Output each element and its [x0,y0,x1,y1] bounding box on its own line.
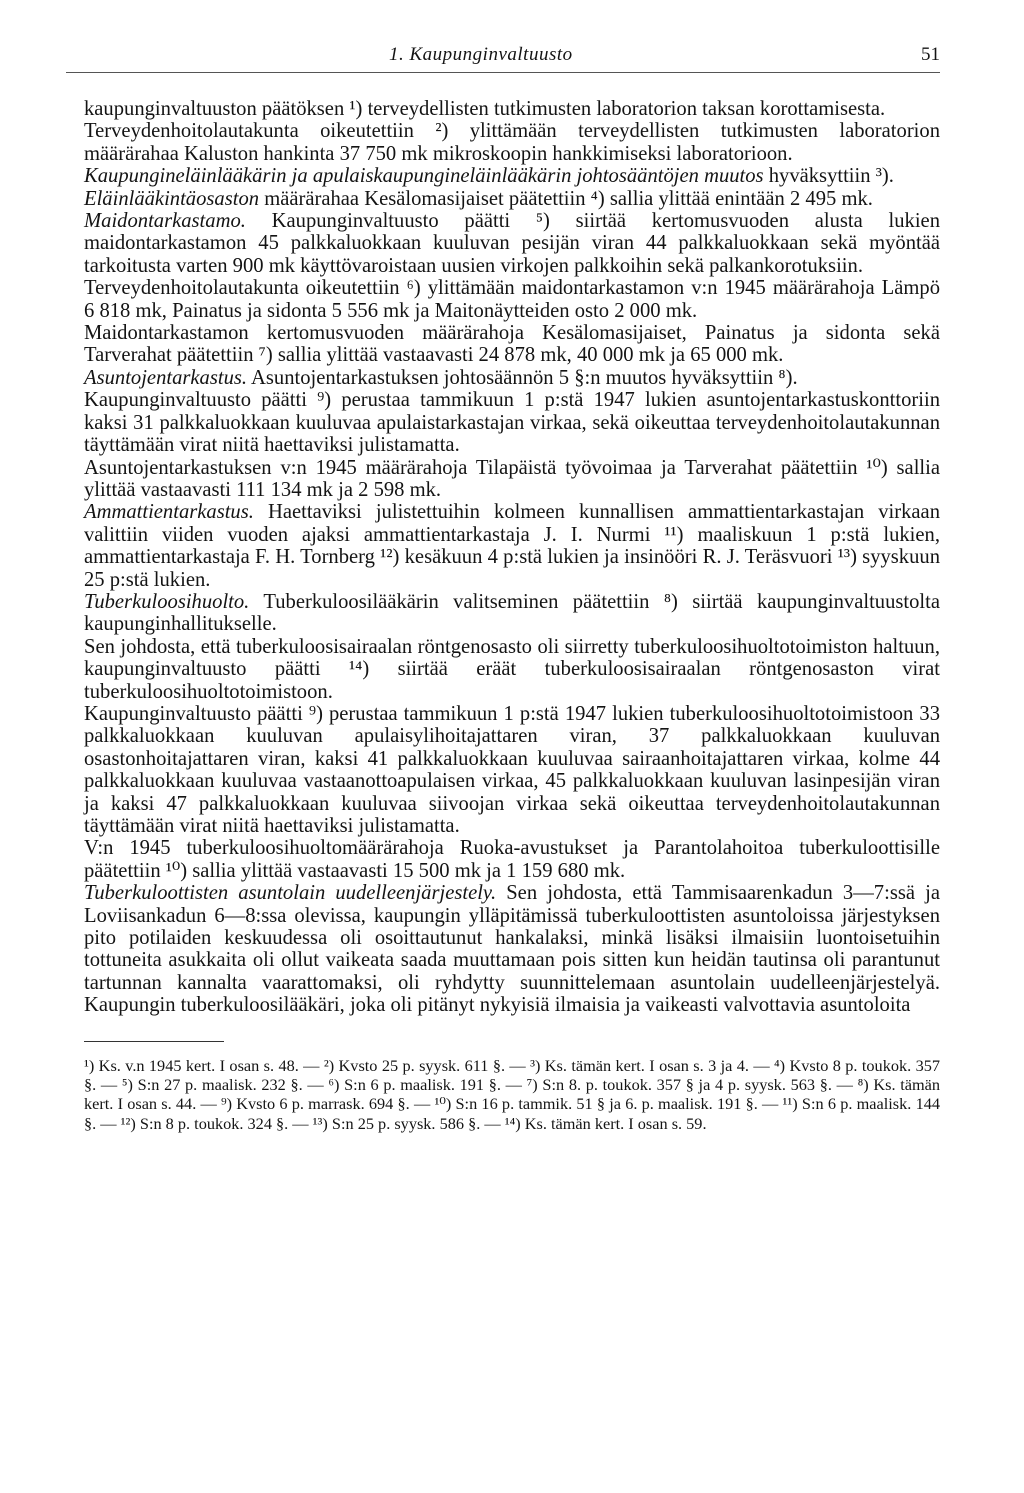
paragraph [84,210,940,277]
page-number: 51 [921,44,940,65]
paragraph [84,882,940,1016]
paragraph [84,591,940,636]
paragraph-text: Kaupunginvaltuusto päätti ⁵) siirtää kertomusvuoden alusta lukien maidontarkastamon 45 palkkaluokkaan kuuluvan pesijän viran 44 palkkaluokkaan sekä myöntää tarkoitusta varten 900 mk käyttövaroistaan uusien virkojen palkkoihin sekä palkankorotuksiin. [84,210,940,277]
footnote-rule [84,1041,224,1042]
paragraph-text: Maidontarkastamon kertomusvuoden määrärahoja Kesälomasijaiset, Painatus ja sidonta sekä Tarverahat päätettiin ⁷) sallia ylittää vastaavasti 24 878 mk, 40 000 mk ja 65 000 mk. [84,322,940,367]
paragraph-text: Kaupunginvaltuusto päätti ⁹) perustaa tammikuun 1 p:stä 1947 lukien asuntojentarkastuskonttoriin kaksi 31 palkkaluokkaan kuuluvaa apulaistarkastajan virkaa, sekä oikeuttaa terveydenhoitolautakunnan täyttämään virat niitä haettaviksi julistamatta. [84,389,940,457]
paragraph-text: Kaupunginvaltuusto päätti ⁹) perustaa tammikuun 1 p:stä 1947 lukien tuberkuloosihuoltotoimistoon 33 palkkaluokkaan kuuluvan apulaisylihoitajattaren viran, 37 palkkaluokkaan kuuluvan osastonhoitajattaren viran, kaksi 41 palkkaluokkaan kuuluvaa sairaanhoitajattaren virkaa, kolme 44 palkkaluokkaan kuuluvaa vastaanottoapulaisen virkaa, 45 palkkaluokkaan kuuluvan lasinpesijän viran ja kaksi 47 palkkaluokkaan kuuluvaa siivoojan virkaa sekä oikeuttaa terveydenhoitolautakunnan täyttämään virat niitä haettaviksi julistamatta. [84,702,940,837]
paragraph [84,98,940,120]
paragraph-text: Sen johdosta, että Tammisaarenkadun 3—7:ssä ja Loviisankadun 6—8:ssa olevissa, kaupungin ylläpitämissä tuberkuloottisten asuntoloissa järjestyksen pito potilaiden keskuudessa oli osoittautunut hankalaksi, minkä lisäksi ilmaisiin luontoisetuihin tottuneita asukkaita oli ollut vaikeata saada muuttamaan pois sitten kun heidän tautinsa oli parantunut tartunnan kannalta vaarattomaksi, oli ryhdytty suunnittelemaan asuntolain uudelleenjärjestelyä. Kaupungin tuberkuloosilääkäri, joka oli pitänyt nykyisiä ilmaisia ja vaikeasti valvottavia asuntoloita [84,882,940,1017]
paragraph [84,165,940,187]
paragraph-text: hyväksyttiin ³). [763,165,894,188]
paragraph-text: Terveydenhoitolautakunta oikeutettiin ⁶) ylittämään maidontarkastamon v:n 1945 määrärahoja Lämpö 6 818 mk, Painatus ja sidonta 5 556 mk ja Maitonäytteiden osto 2 000 mk. [84,277,940,322]
paragraph-text: V:n 1945 tuberkuloosihuoltomäärärahoja Ruoka-avustukset ja Parantolahoitoa tuberkuloottisille päätettiin ¹⁰) sallia ylittää vastaavasti 15 500 mk ja 1 159 680 mk. [84,837,940,882]
paragraph [84,367,940,389]
paragraph [84,322,940,367]
paragraph [84,457,940,502]
paragraph-lead: Tuberkuloottisten asuntolain uudelleenjärjestely. [84,882,497,905]
paragraph [84,277,940,322]
footnote-text: ¹) Ks. v.n 1945 kert. I osan s. 48. — ²) Kvsto 25 p. syysk. 611 §. — ³) Ks. tämän kert. I osan s. 3 ja 4. — ⁴) Kvsto 8 p. toukok. 357 §. — ⁵) S:n 27 p. maalisk. 232 §. — ⁶) S:n 6 p. maalisk. 191 §. — ⁷) S:n 8. p. toukok. 357 § ja 4 p. syysk. 563 §. — ⁸) Ks. tämän kert. I osan s. 44. — ⁹) Kvsto 6 p. marrask. 694 §. — ¹⁰) S:n 16 p. tammik. 51 § ja 6. p. maalisk. 191 §. — ¹¹) S:n 6 p. maalisk. 144 §. — ¹²) S:n 8 p. toukok. 324 §. — ¹³) S:n 25 p. syysk. 586 §. — ¹⁴) Ks. tämän kert. I osan s. 59. [84,1055,940,1133]
paragraph-lead: Tuberkuloosihuolto. [84,590,250,613]
paragraph-text: Tuberkuloosilääkärin valitseminen päätettiin ⁸) siirtää kaupunginvaltuustolta kaupunginhallitukselle. [84,590,940,636]
paragraph [84,501,940,591]
paragraph-lead: Eläinlääkintäosaston [84,187,260,210]
paragraph-text: Sen johdosta, että tuberkuloosisairaalan röntgenosasto oli siirretty tuberkuloosihuoltotoimiston haltuun, kaupunginvaltuusto päätti ¹⁴) siirtää eräät tuberkuloosisairaalan röntgenosaston virat tuberkuloosihuoltotoimistoon. [84,635,940,703]
paragraph [84,703,940,837]
header-rule [66,72,940,73]
paragraph [84,188,940,210]
paragraph-lead: Maidontarkastamo. [84,210,246,233]
paragraph-text: kaupunginvaltuuston päätöksen ¹) terveydellisten tutkimusten laboratorion taksan korottamisesta. [84,98,886,120]
paragraph [84,837,940,882]
paragraph [84,636,940,703]
paragraph [84,120,940,165]
paragraph-text: Asuntojentarkastuksen v:n 1945 määrärahoja Tilapäistä työvoimaa ja Tarverahat päätettiin ¹⁰) sallia ylittää vastaavasti 111 134 mk ja 2 598 mk. [84,456,940,501]
paragraph-text: Asuntojentarkastuksen johtosäännön 5 §:n muutos hyväksyttiin ⁸). [247,366,798,389]
paragraph-text: määrärahaa Kesälomasijaiset päätettiin ⁴) sallia ylittää enintään 2 495 mk. [259,187,873,210]
paragraph-text: Haettaviksi julistettuihin kolmeen kunnallisen ammattientarkastajan virkaan valittiin viiden vuoden ajaksi ammattientarkastaja J. I. Nurmi ¹¹) maaliskuun 1 p:stä lukien, ammattientarkastaja F. H. Tornberg ¹²) kesäkuun 4 p:stä lukien ja insinööri R. J. Teräsvuori ¹³) syyskuun 25 p:stä lukien. [84,501,940,591]
body-text [84,98,940,1017]
running-title: 1. Kaupunginvaltuusto [389,44,573,65]
paragraph-text: Terveydenhoitolautakunta oikeutettiin ²) ylittämään terveydellisten tutkimusten laboratorion määrärahaa Kaluston hankinta 37 750 mk mikroskoopin hankkimiseksi laboratorioon. [84,120,940,165]
paragraph-lead: Ammattientarkastus. [84,501,254,524]
paragraph-lead: Asuntojentarkastus. [84,366,248,389]
paragraph [84,389,940,456]
document-page [84,40,940,1133]
paragraph-lead: Kaupungineläinlääkärin ja apulaiskaupungineläinlääkärin johtosääntöjen muutos [84,165,764,188]
running-header [84,40,940,74]
footnotes [84,1056,940,1134]
